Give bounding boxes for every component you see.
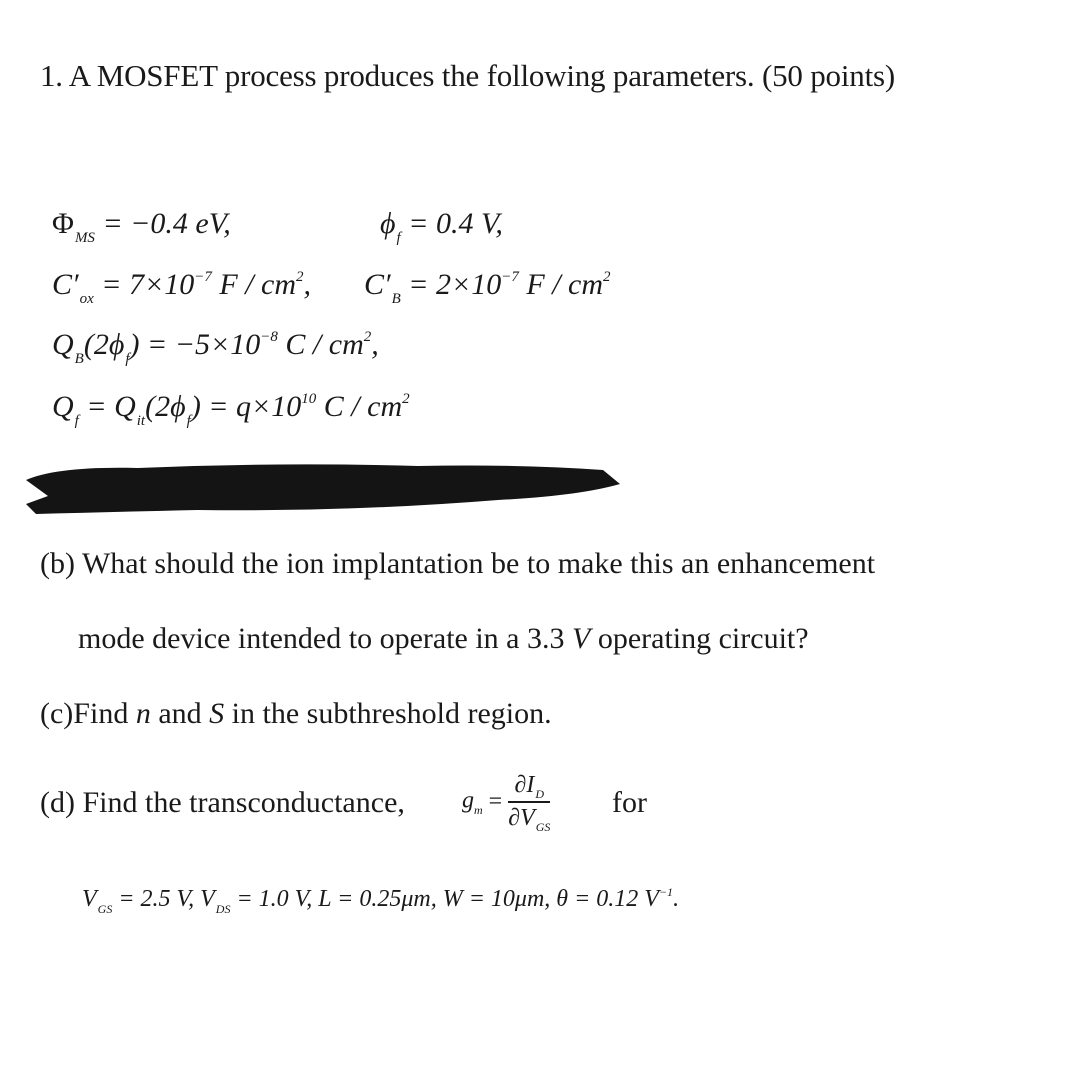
q-b-unit-exp: 2	[363, 329, 372, 345]
question-d-formula	[462, 772, 550, 832]
q-b-arg: (2ϕ	[83, 328, 125, 361]
c-b-unit: F / cm	[518, 268, 604, 301]
conditions-line	[82, 885, 680, 916]
fraction-denominator	[508, 803, 550, 832]
phi-ms-symbol: Φ	[52, 207, 74, 240]
eq-q-b	[52, 328, 379, 367]
question-b-line2-pre: mode device intended to operate in a 3.3	[78, 622, 572, 655]
question-b-line2	[78, 622, 809, 656]
question-b-voltage-var: V	[572, 622, 591, 655]
vgs-value: = 2.5 V,	[112, 886, 195, 912]
question-c-mid: and	[150, 697, 210, 730]
q-b-sub: B	[74, 351, 84, 367]
eq-phi-ms	[52, 207, 231, 246]
eq-c-b	[364, 268, 611, 307]
c-b-symbol: C′	[364, 268, 391, 301]
question-b-line1: (b) What should the ion implantation be to make this an enhancement	[40, 547, 876, 580]
numerator-sub: D	[535, 787, 545, 801]
vgs-symbol: V	[82, 886, 97, 912]
question-d-text: (d) Find the transconductance,	[40, 786, 405, 819]
c-ox-symbol: C′	[52, 268, 79, 301]
gm-symbol: g	[462, 787, 474, 814]
q-f-arg-end: ) = q×10	[190, 390, 302, 423]
redaction-mark	[18, 460, 628, 520]
phi-ms-value: = −0.4 eV,	[94, 207, 231, 240]
fraction-numerator	[508, 772, 550, 803]
phi-ms-sub: MS	[74, 230, 95, 246]
denominator-sub: GS	[535, 820, 551, 834]
c-ox-tail: ,	[303, 268, 312, 301]
q-f-mid-sub: it	[136, 413, 146, 429]
q-f-unit-exp: 2	[402, 391, 410, 407]
q-b-arg-end: ) = −5×10	[129, 328, 261, 361]
q-f-arg: (2ϕ	[145, 390, 186, 423]
width-value: W = 10μm,	[442, 886, 551, 912]
q-b-arg-sub: f	[125, 351, 130, 367]
question-c	[40, 697, 552, 731]
question-c-pre: (c)Find	[40, 697, 136, 730]
theta-value: θ = 0.12 V	[556, 886, 659, 912]
phi-f-sub: f	[396, 230, 401, 246]
question-b-line2-post: operating circuit?	[590, 622, 809, 655]
q-f-sub: f	[74, 413, 79, 429]
c-b-exp: −7	[501, 269, 519, 285]
q-b-unit: C / cm	[277, 328, 364, 361]
gm-equals: =	[482, 788, 509, 815]
vds-sub: DS	[215, 902, 231, 916]
eq-q-f	[52, 390, 410, 429]
q-b-symbol: Q	[52, 328, 74, 361]
c-b-sub: B	[391, 291, 401, 307]
q-f-unit: C / cm	[316, 390, 403, 423]
transconductance-fraction	[508, 772, 550, 832]
eq-c-ox	[52, 268, 312, 307]
gm-sub: m	[474, 802, 483, 817]
c-b-value: = 2×10	[400, 268, 502, 301]
numerator-di: ∂I	[514, 772, 535, 798]
question-c-n: n	[135, 697, 151, 730]
question-d-for: for	[612, 786, 647, 819]
phi-f-symbol: ϕ	[380, 207, 396, 240]
q-f-symbol: Q	[52, 390, 74, 423]
q-f-exp: 10	[301, 391, 317, 407]
q-b-tail: ,	[371, 328, 379, 361]
c-ox-unit: F / cm	[211, 268, 297, 301]
c-ox-sub: ox	[79, 291, 94, 307]
c-ox-unit-exp: 2	[296, 269, 304, 285]
question-c-post: in the subthreshold region.	[224, 697, 552, 730]
question-c-s: S	[209, 697, 225, 730]
conditions-tail: .	[673, 886, 680, 912]
eq-phi-f	[380, 207, 503, 246]
q-f-arg-sub: f	[186, 413, 191, 429]
c-ox-exp: −7	[194, 269, 212, 285]
denominator-dv: ∂V	[508, 805, 535, 831]
c-ox-value: = 7×10	[93, 268, 195, 301]
vds-symbol: V	[200, 886, 215, 912]
c-b-unit-exp: 2	[603, 269, 611, 285]
q-f-mid: = Q	[78, 390, 136, 423]
vgs-sub: GS	[97, 902, 113, 916]
vds-value: = 1.0 V,	[230, 886, 313, 912]
length-value: L = 0.25μm,	[318, 886, 437, 912]
theta-exp: −1	[658, 885, 674, 899]
problem-heading: 1. A MOSFET process produces the following parameters. (50 points)	[40, 58, 895, 93]
q-b-exp: −8	[260, 329, 278, 345]
phi-f-value: = 0.4 V,	[400, 207, 503, 240]
